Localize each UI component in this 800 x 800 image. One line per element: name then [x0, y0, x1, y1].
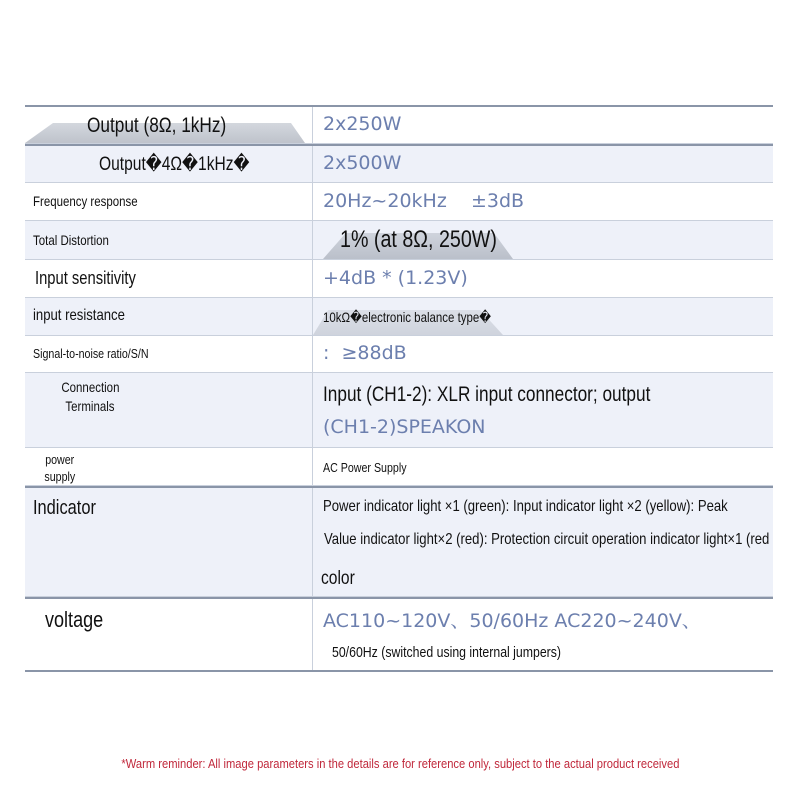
spec-row-output-8ohm — [25, 107, 773, 144]
spec-value-line: AC110~120V、50/60Hz AC220~240V、 — [323, 610, 701, 632]
spec-value-cell — [313, 448, 773, 485]
spec-value-cell — [313, 107, 773, 143]
spec-label: Output (8Ω, 1kHz) — [87, 114, 227, 137]
spec-value-cell — [313, 599, 773, 670]
spec-label-cell — [25, 488, 313, 596]
spec-value-cell — [313, 488, 773, 596]
spec-label: Frequency response — [33, 193, 138, 209]
spec-label-cell — [25, 107, 313, 143]
spec-value: 1% (at 8Ω, 250W) — [340, 226, 497, 253]
spec-value: AC Power Supply — [323, 460, 407, 475]
spec-value-cell — [313, 183, 773, 220]
spec-row-frequency-response — [25, 183, 773, 221]
spec-label: Signal-to-noise ratio/S/N — [33, 346, 149, 361]
warm-reminder-text: *Warm reminder: All image parameters in the details are for reference only, subject to the actual product received — [120, 756, 680, 771]
spec-row-voltage — [25, 597, 773, 670]
spec-value: 10kΩ�electronic balance type� — [323, 309, 492, 325]
spec-label-cell — [25, 298, 313, 335]
spec-value-cell — [313, 336, 773, 372]
spec-value-cell — [313, 373, 773, 447]
spec-row-connection-terminals — [25, 373, 773, 448]
spec-label-cell — [25, 221, 313, 259]
spec-label: Input sensitivity — [35, 268, 136, 288]
spec-table — [25, 105, 773, 672]
spec-value-line: (CH1-2)SPEAKON — [323, 416, 486, 438]
spec-row-signal-to-noise — [25, 336, 773, 373]
spec-label-line: Terminals — [65, 398, 115, 414]
spec-value: 2x500W — [323, 152, 402, 174]
spec-row-input-resistance — [25, 298, 773, 336]
spec-row-total-distortion — [25, 221, 773, 260]
spec-label-cell — [25, 599, 313, 670]
spec-value-line: Input (CH1-2): XLR input connector; output — [323, 383, 651, 406]
spec-label-line: Connection — [60, 379, 120, 395]
spec-label-cell — [25, 373, 313, 447]
spec-row-power-supply — [25, 448, 773, 486]
spec-value-line: Power indicator light ×1 (green): Input indicator light ×2 (yellow): Peak — [323, 498, 728, 515]
spec-value-cell — [313, 260, 773, 297]
spec-value: : ≥88dB — [323, 342, 407, 364]
spec-row-input-sensitivity — [25, 260, 773, 298]
spec-value: 20Hz~20kHz ±3dB — [323, 190, 525, 212]
spec-value-cell — [313, 221, 773, 259]
spec-row-output-4ohm — [25, 144, 773, 183]
spec-label: input resistance — [33, 307, 125, 324]
spec-label: Output�4Ω�1kHz� — [99, 154, 250, 175]
spec-row-indicator — [25, 486, 773, 597]
spec-value-line: color — [321, 568, 355, 589]
warm-reminder-notice — [0, 756, 800, 771]
spec-value-line: Value indicator light×2 (red): Protection circuit operation indicator light×1 (red — [324, 531, 770, 548]
spec-label: voltage — [45, 607, 104, 632]
spec-value-cell — [313, 146, 773, 182]
spec-label-line: power — [45, 452, 75, 467]
spec-value-cell — [313, 298, 773, 335]
spec-label: Indicator — [33, 497, 96, 519]
spec-value: 2x250W — [323, 113, 402, 135]
spec-label-line: supply — [44, 469, 76, 484]
spec-label-cell — [25, 183, 313, 220]
spec-value-line: 50/60Hz (switched using internal jumpers) — [332, 644, 562, 661]
spec-label-cell — [25, 336, 313, 372]
spec-value: +4dB * (1.23V) — [323, 267, 468, 289]
spec-label: Total Distortion — [33, 232, 109, 248]
spec-label-cell — [25, 448, 313, 485]
spec-label-cell — [25, 260, 313, 297]
spec-label-cell — [25, 146, 313, 182]
